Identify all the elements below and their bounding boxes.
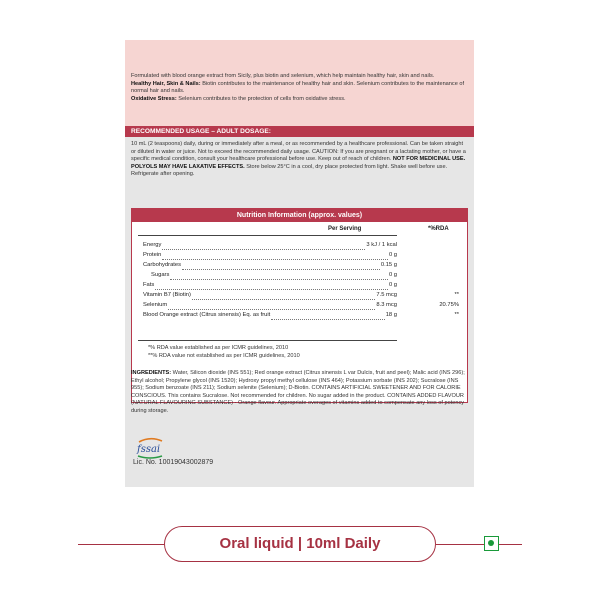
leader-dots	[168, 308, 375, 310]
nutrient-name: Sugars	[151, 272, 170, 278]
leader-dots	[182, 268, 380, 270]
nutrient-value: 0 g	[388, 282, 397, 288]
rda-header: *%RDA	[428, 226, 449, 232]
benefits-text	[131, 73, 469, 103]
product-label	[125, 40, 474, 487]
oxidative-label: Oxidative Stress:	[131, 95, 177, 102]
nutrient-rda: **	[454, 312, 459, 318]
table-rule-top	[138, 235, 397, 236]
nutrient-name: Protein	[143, 252, 162, 258]
formulation-text: Formulated with blood orange extract from Sicily, plus biotin and selenium, which help maintain healthy hair, skin and nails.	[131, 73, 435, 79]
table-rule-bottom	[138, 340, 397, 341]
nutrient-value: 0 g	[388, 272, 397, 278]
dosage-banner: Oral liquid | 10ml Daily	[164, 526, 436, 562]
nutrient-value: 3 kJ / 1 kcal	[366, 242, 397, 248]
nutrition-row	[143, 252, 397, 260]
nutrient-rda: **	[454, 292, 459, 298]
nutrition-row	[143, 312, 397, 320]
leader-dots	[162, 258, 388, 260]
nutrient-value: 8.3 mcg	[376, 302, 397, 308]
veg-symbol-icon	[484, 536, 499, 551]
nutrient-name: Selenium	[143, 302, 168, 308]
fssai-logo	[135, 437, 165, 461]
nutrient-value: 0 g	[388, 252, 397, 258]
ingredients-label: INGREDIENTS:	[131, 370, 172, 376]
nutrition-row	[143, 272, 397, 280]
banner-line-right	[436, 544, 522, 545]
nutrient-value: 18 g	[385, 312, 397, 318]
nutrient-name: Blood Orange extract (Citrus sinensis) Eq. as fruit	[143, 312, 271, 318]
nutrient-name: Fats	[143, 282, 155, 288]
hair-label: Healthy Hair, Skin & Nails:	[131, 80, 201, 87]
oxidative-text: Selenium contributes to the protection of cells from oxidative stress.	[178, 95, 346, 102]
nutrient-name: Energy	[143, 242, 162, 248]
footnote-rda: *% RDA value established as per ICMR guidelines, 2010	[148, 345, 289, 351]
banner-line-left	[78, 544, 164, 545]
nutrient-name: Vitamin B7 (Biotin)	[143, 292, 191, 298]
usage-heading: RECOMMENDED USAGE – ADULT DOSAGE:	[125, 126, 474, 137]
nutrition-row	[143, 292, 397, 300]
leader-dots	[271, 318, 385, 320]
nutrient-rda: 20.75%	[439, 302, 459, 308]
nutrition-heading: Nutrition Information (approx. values)	[132, 209, 467, 222]
per-serving-header: Per Serving	[328, 226, 362, 232]
storage-text: Store below 25°C in a cool, dry place protected from light. Shake well before use. Refrigerate after opening.	[131, 163, 448, 178]
nutrition-row	[143, 262, 397, 270]
leader-dots	[155, 288, 388, 290]
usage-text: 10 mL (2 teaspoons) daily, during or immediately after a meal, or as recommended by a healthcare professional. Can be taken straight or diluted in water or juice. Not to exceed the recommended daily usage. CAUTION: If you are pregnant or a lactating mother, or have a specific medical condition, consult your healthcare professional before use. Keep out of reach of children.	[131, 141, 466, 163]
laxative-warning: POLYOLS MAY HAVE LAXATIVE EFFECTS.	[131, 163, 245, 170]
hair-text: Biotin contributes to the maintenance of healthy hair and skin. Selenium contributes to the maintenance of normal hair and nails.	[131, 80, 465, 95]
ingredients-block	[131, 370, 469, 416]
nutrient-name: Carbohydrates	[143, 262, 182, 268]
not-medicinal-warning: NOT FOR MEDICINAL USE.	[392, 156, 466, 163]
leader-dots	[192, 298, 375, 300]
veg-dot	[488, 540, 494, 546]
license-number: Lic. No. 10019043002879	[133, 459, 214, 466]
nutrition-row	[143, 282, 397, 290]
nutrition-row	[143, 302, 397, 310]
nutrient-value: 0.15 g	[380, 262, 397, 268]
ingredients-text: Water, Silicon dioxide (INS 551); Red orange extract (Citrus sinensis L var Dulcis, fruit and peel); Malic acid (INS 296); Ethyl alcohol; Propylene glycol (INS 1520); Hydroxy propyl methyl cellulose (INS 464); Potassium sorbate (INS 202); Sucralose (INS 955); Sodium benzoate (INS 211); Sodium selenite (Selenium); D-Biotin. CONTAINS ARTIFICIAL SWEETENER AND FOR CALORIE CONSCIOUS. This contains Sucralose. Not recommended for children. No sugar added in the product. CONTAINS ADDED FLAVOUR (NATURAL FLAVOURING SUBSTANCE) - Orange flavour. Appropriate overages of vitamins added to compensate any loss of potency during storage.	[131, 370, 465, 414]
nutrient-value: 7.5 mcg	[376, 292, 397, 298]
footnote-no-rda: **% RDA value not established as per ICMR guidelines, 2010	[148, 353, 300, 359]
fssai-logo-text: fssai	[137, 444, 161, 455]
leader-dots	[170, 278, 388, 280]
nutrition-row	[143, 242, 397, 250]
usage-text-block	[131, 141, 469, 179]
leader-dots	[162, 248, 365, 250]
